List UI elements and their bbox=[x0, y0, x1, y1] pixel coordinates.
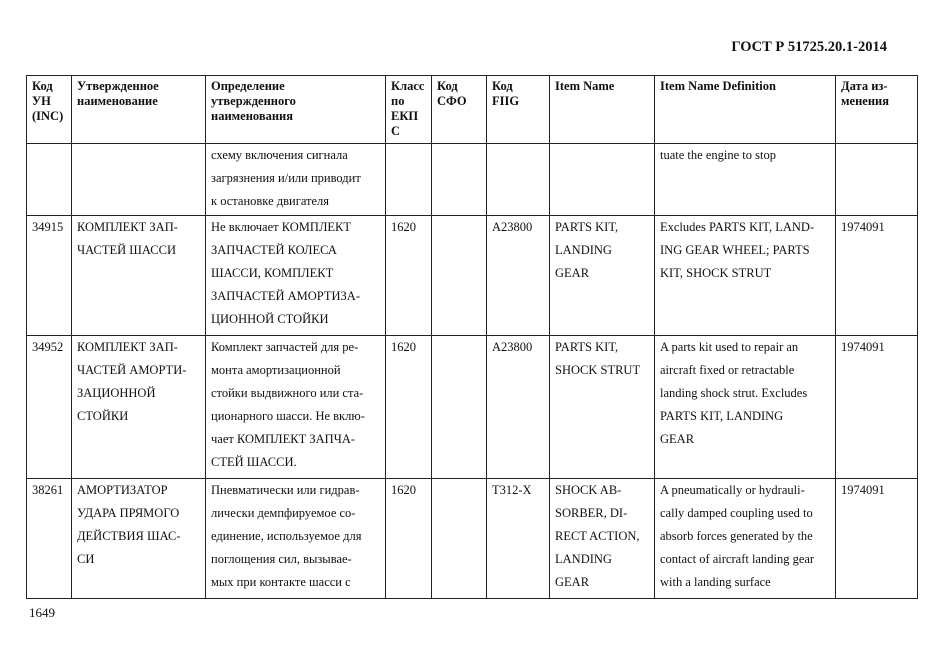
header-label-line: Код bbox=[492, 79, 513, 93]
sfo-cell bbox=[432, 144, 487, 216]
cell-text-line: SORBER, DI- bbox=[555, 506, 628, 520]
inc-cell: 38261 bbox=[27, 479, 72, 599]
cell-text-line: Не включает КОМПЛЕКТ bbox=[211, 220, 352, 234]
cell-text-line: LANDING bbox=[555, 243, 612, 257]
cell-text-line: PARTS KIT, LANDING bbox=[660, 409, 784, 423]
header-label-line: Item Name bbox=[555, 79, 615, 93]
header-label-line: менения bbox=[841, 94, 889, 108]
inc-cell: 34952 bbox=[27, 336, 72, 479]
fiig-cell bbox=[487, 144, 550, 216]
cell-text-line: КОМПЛЕКТ ЗАП- bbox=[77, 220, 178, 234]
header-label-line: (INC) bbox=[32, 109, 64, 123]
header-label-line: Item Name Definition bbox=[660, 79, 776, 93]
cell-text-line: Комплект запчастей для ре- bbox=[211, 340, 359, 354]
header-class bbox=[386, 76, 432, 144]
cell-text-line: GEAR bbox=[660, 432, 695, 446]
name-cell bbox=[72, 479, 206, 599]
header-label-line: по bbox=[391, 94, 405, 108]
name-cell bbox=[72, 216, 206, 336]
page-number: 1649 bbox=[29, 605, 55, 620]
header-label-line: наименования bbox=[211, 109, 294, 123]
class-cell: 1620 bbox=[386, 216, 432, 336]
cell-text-line: cally damped coupling used to bbox=[660, 506, 813, 520]
class-cell: 1620 bbox=[386, 479, 432, 599]
table-row bbox=[27, 216, 918, 336]
item-name-cell bbox=[550, 479, 655, 599]
cell-text-line: АМОРТИЗАТОР bbox=[77, 483, 168, 497]
cell-text-line: Пневматически или гидрав- bbox=[211, 483, 360, 497]
table-row bbox=[27, 336, 918, 479]
header-label-line: Код bbox=[32, 79, 53, 93]
date-cell bbox=[836, 144, 918, 216]
document-standard-header: ГОСТ Р 51725.20.1-2014 bbox=[731, 39, 887, 55]
cell-text-line: absorb forces generated by the bbox=[660, 529, 813, 543]
cell-text-line: чает КОМПЛЕКТ ЗАПЧА- bbox=[211, 432, 356, 446]
inc-cell bbox=[27, 144, 72, 216]
definition-cell bbox=[206, 144, 386, 216]
cell-text-line: стойки выдвижного или ста- bbox=[211, 386, 364, 400]
item-name-cell bbox=[550, 336, 655, 479]
cell-text-line: A parts kit used to repair an bbox=[660, 340, 799, 354]
cell-text-line: ЗАПЧАСТЕЙ КОЛЕСА bbox=[211, 243, 337, 257]
header-label-line: Определение bbox=[211, 79, 285, 93]
cell-text-line: ЦИОННОЙ СТОЙКИ bbox=[211, 312, 329, 326]
cell-text-line: PARTS KIT, bbox=[555, 340, 619, 354]
definition-cell bbox=[206, 336, 386, 479]
cell-text-line: KIT, SHOCK STRUT bbox=[660, 266, 772, 280]
header-fiig bbox=[487, 76, 550, 144]
header-label-line: FIIG bbox=[492, 94, 520, 108]
cell-text-line: ционарного шасси. Не вклю- bbox=[211, 409, 365, 423]
header-label-line: ЕКП bbox=[391, 109, 419, 123]
cell-text-line: СТЕЙ ШАССИ. bbox=[211, 455, 297, 469]
table-row bbox=[27, 479, 918, 599]
header-label-line: наименование bbox=[77, 94, 158, 108]
sfo-cell bbox=[432, 336, 487, 479]
cell-text-line: RECT ACTION, bbox=[555, 529, 640, 543]
item-name-cell bbox=[550, 216, 655, 336]
cell-text-line: SHOCK STRUT bbox=[555, 363, 641, 377]
item-definition-cell bbox=[655, 479, 836, 599]
header-date bbox=[836, 76, 918, 144]
fiig-cell: T312-X bbox=[487, 479, 550, 599]
cell-text-line: поглощения сил, вызывае- bbox=[211, 552, 352, 566]
cell-text-line: GEAR bbox=[555, 266, 590, 280]
header-label-line: СФО bbox=[437, 94, 467, 108]
cell-text-line: landing shock strut. Excludes bbox=[660, 386, 808, 400]
definition-cell bbox=[206, 216, 386, 336]
cell-text-line: СТОЙКИ bbox=[77, 409, 129, 423]
header-definition bbox=[206, 76, 386, 144]
header-label-line: Дата из- bbox=[841, 79, 888, 93]
item-name-cell bbox=[550, 144, 655, 216]
header-label-line: С bbox=[391, 124, 401, 138]
header-item-definition bbox=[655, 76, 836, 144]
cell-text-line: GEAR bbox=[555, 575, 590, 589]
cell-text-line: aircraft fixed or retractable bbox=[660, 363, 795, 377]
cell-text-line: СИ bbox=[77, 552, 95, 566]
sfo-cell bbox=[432, 216, 487, 336]
inc-cell: 34915 bbox=[27, 216, 72, 336]
cell-text-line: УДАРА ПРЯМОГО bbox=[77, 506, 180, 520]
fiig-cell: A23800 bbox=[487, 336, 550, 479]
date-cell: 1974091 bbox=[836, 216, 918, 336]
cell-text-line: LANDING bbox=[555, 552, 612, 566]
cell-text-line: SHOCK AB- bbox=[555, 483, 622, 497]
header-label-line: утвержденного bbox=[211, 94, 296, 108]
date-cell: 1974091 bbox=[836, 479, 918, 599]
header-sfo bbox=[432, 76, 487, 144]
definition-cell bbox=[206, 479, 386, 599]
cell-text-line: загрязнения и/или приводит bbox=[211, 171, 361, 185]
table-header-row bbox=[27, 76, 918, 144]
class-cell bbox=[386, 144, 432, 216]
cell-text-line: Excludes PARTS KIT, LAND- bbox=[660, 220, 815, 234]
cell-text-line: единение, используемое для bbox=[211, 529, 362, 543]
table-row bbox=[27, 144, 918, 216]
cell-text-line: ЗАПЧАСТЕЙ АМОРТИЗА- bbox=[211, 289, 360, 303]
cell-text-line: ШАССИ, КОМПЛЕКТ bbox=[211, 266, 334, 280]
cell-text-line: tuate the engine to stop bbox=[660, 148, 776, 162]
header-label-line: Класс bbox=[391, 79, 425, 93]
cell-text-line: ДЕЙСТВИЯ ШАС- bbox=[77, 529, 181, 543]
fiig-cell: A23800 bbox=[487, 216, 550, 336]
name-cell bbox=[72, 336, 206, 479]
cell-text-line: A pneumatically or hydrauli- bbox=[660, 483, 805, 497]
header-label-line: УН bbox=[32, 94, 51, 108]
name-cell bbox=[72, 144, 206, 216]
cell-text-line: схему включения сигнала bbox=[211, 148, 348, 162]
cell-text-line: мых при контакте шасси с bbox=[211, 575, 351, 589]
cell-text-line: PARTS KIT, bbox=[555, 220, 619, 234]
date-cell: 1974091 bbox=[836, 336, 918, 479]
item-definition-cell bbox=[655, 216, 836, 336]
header-label-line: Код bbox=[437, 79, 458, 93]
cell-text-line: монта амортизационной bbox=[211, 363, 341, 377]
cell-text-line: к остановке двигателя bbox=[211, 194, 330, 208]
cell-text-line: ЗАЦИОННОЙ bbox=[77, 386, 156, 400]
header-item-name bbox=[550, 76, 655, 144]
cell-text-line: ING GEAR WHEEL; PARTS bbox=[660, 243, 810, 257]
cell-text-line: contact of aircraft landing gear bbox=[660, 552, 815, 566]
catalog-table bbox=[26, 75, 918, 599]
item-definition-cell bbox=[655, 336, 836, 479]
cell-text-line: with a landing surface bbox=[660, 575, 771, 589]
class-cell: 1620 bbox=[386, 336, 432, 479]
header-label-line: Утвержденное bbox=[77, 79, 159, 93]
cell-text-line: лически демпфируемое со- bbox=[211, 506, 356, 520]
item-definition-cell bbox=[655, 144, 836, 216]
header-inc bbox=[27, 76, 72, 144]
sfo-cell bbox=[432, 479, 487, 599]
cell-text-line: ЧАСТЕЙ ШАССИ bbox=[77, 243, 177, 257]
cell-text-line: КОМПЛЕКТ ЗАП- bbox=[77, 340, 178, 354]
header-name bbox=[72, 76, 206, 144]
cell-text-line: ЧАСТЕЙ АМОРТИ- bbox=[77, 363, 187, 377]
